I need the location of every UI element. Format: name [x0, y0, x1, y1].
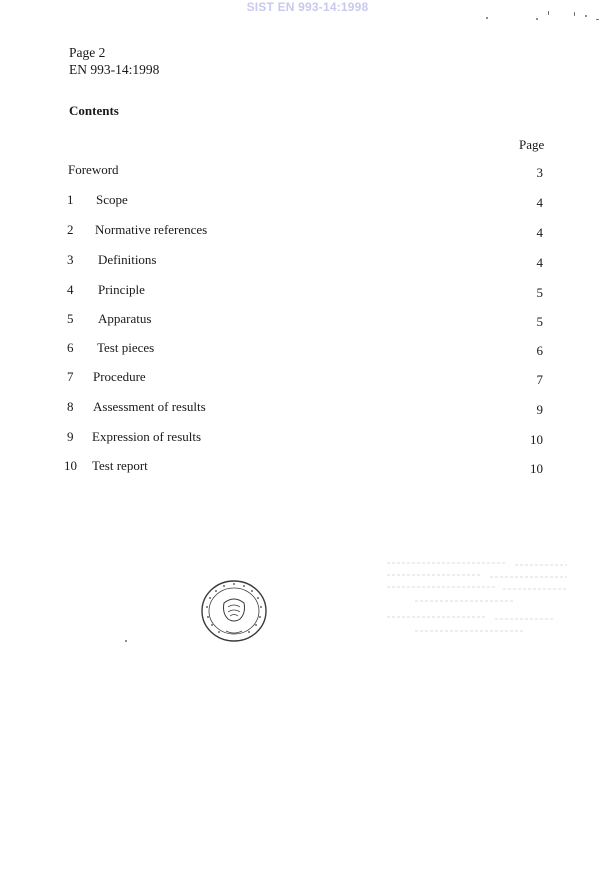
toc-entry-number: 7 [67, 369, 74, 384]
toc-entry-title: Test pieces [97, 340, 155, 355]
toc-entry [0, 192, 615, 210]
toc-entry-page: 6 [536, 343, 543, 358]
page-column-heading: Page [519, 137, 545, 152]
toc-entry-title: Definitions [98, 252, 157, 267]
toc-entry-title: Apparatus [98, 311, 152, 326]
watermark-text: SIST EN 993-14:1998 [246, 0, 369, 14]
toc-entry [0, 162, 615, 180]
official-seal-stamp-icon [200, 579, 268, 643]
toc-entry-page: 10 [530, 461, 543, 476]
toc-entry-page: 4 [536, 225, 543, 240]
toc-entry-title: Foreword [68, 162, 119, 177]
page-header [69, 44, 159, 78]
toc-entry-number: 8 [67, 399, 74, 414]
toc-entry-title: Expression of results [92, 429, 202, 444]
toc-entry-title: Normative references [95, 222, 208, 237]
toc-entry-page: 3 [536, 165, 543, 180]
toc-entry-page: 4 [536, 255, 543, 270]
toc-entry [0, 429, 615, 447]
toc-entry-number: 4 [67, 282, 74, 297]
scan-speck [596, 19, 599, 20]
toc-entry-page: 4 [536, 195, 543, 210]
toc-entry-number: 9 [67, 429, 74, 444]
toc-entry-number: 6 [67, 340, 74, 355]
toc-entry-page: 10 [530, 432, 543, 447]
scan-speck [486, 17, 488, 19]
toc-entry [0, 252, 615, 270]
scan-speck [125, 640, 127, 642]
toc-entry [0, 369, 615, 387]
scan-speck [536, 18, 538, 20]
toc-entry-title: Assessment of results [93, 399, 206, 414]
toc-entry [0, 340, 615, 358]
toc-entry-title: Scope [96, 192, 128, 207]
scan-speck [574, 12, 575, 16]
toc-entry [0, 282, 615, 300]
toc-entry-page: 9 [536, 402, 543, 417]
toc-entry-title: Test report [92, 458, 148, 473]
toc-entry-number: 5 [67, 311, 74, 326]
toc-entry-number: 2 [67, 222, 74, 237]
toc-entry-title: Principle [98, 282, 145, 297]
toc-entry-page: 7 [536, 372, 543, 387]
toc-entry-number: 1 [67, 192, 74, 207]
scan-speck [585, 15, 587, 17]
scan-speck [548, 11, 549, 15]
standard-reference: EN 993-14:1998 [69, 62, 160, 77]
page-number-label: Page 2 [69, 45, 106, 60]
toc-entry-title: Procedure [93, 369, 146, 384]
toc-entry [0, 311, 615, 329]
toc-entry [0, 458, 615, 476]
toc-entry-page: 5 [536, 314, 543, 329]
toc-entry-number: 10 [64, 458, 77, 473]
toc-entry-page: 5 [536, 285, 543, 300]
toc-entry [0, 222, 615, 240]
toc-entry [0, 399, 615, 417]
toc-entry-number: 3 [67, 252, 74, 267]
contents-title: Contents [69, 103, 119, 118]
faint-bleedthrough [385, 555, 570, 645]
